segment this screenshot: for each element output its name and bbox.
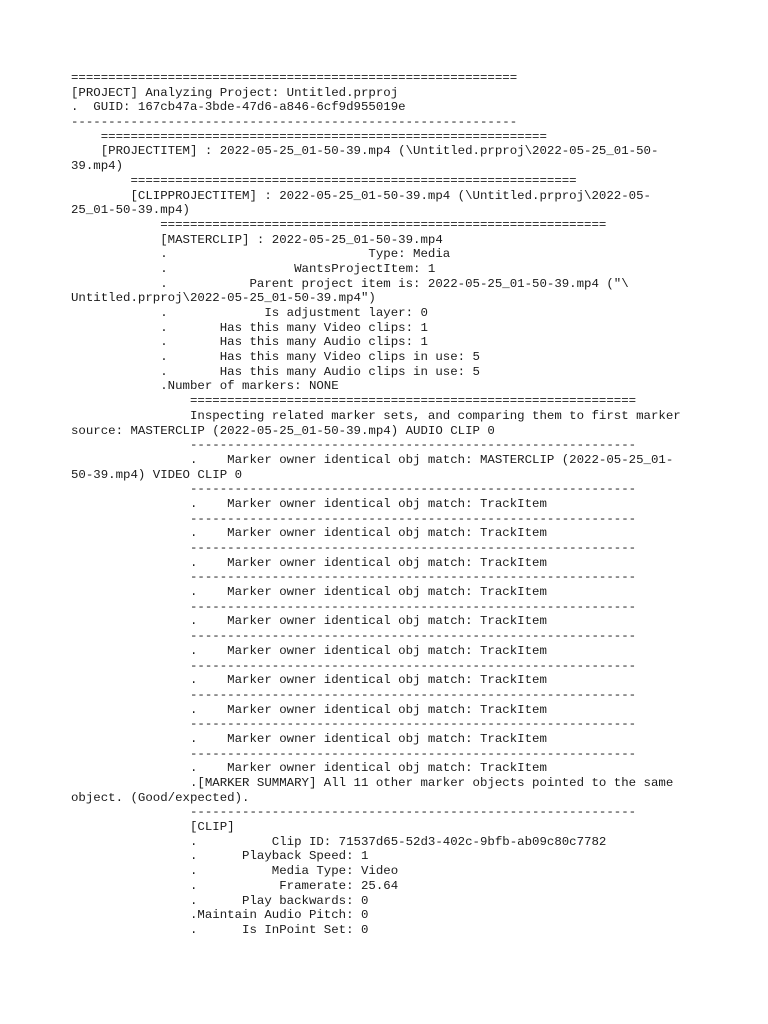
log-line: ------------------------------------------------------------ xyxy=(71,805,637,820)
log-line: Untitled.prproj\2022-05-25_01-50-39.mp4") xyxy=(71,291,376,306)
log-line: . Marker owner identical obj match: TrackItem xyxy=(71,614,547,629)
log-line: ------------------------------------------------------------ xyxy=(71,746,637,761)
log-line: . Marker owner identical obj match: TrackItem xyxy=(71,643,547,658)
log-line: . GUID: 167cb47a-3bde-47d6-a846-6cf9d955019e xyxy=(71,100,406,115)
log-line: . Play backwards: 0 xyxy=(71,893,369,908)
log-line: . Parent project item is: 2022-05-25_01-50-39.mp4 ("\ xyxy=(71,276,629,291)
log-line: ------------------------------------------------------------ xyxy=(71,687,637,702)
log-line: ------------------------------------------------------------ xyxy=(71,482,637,497)
log-line: . Playback Speed: 1 xyxy=(71,849,369,864)
log-line: 25_01-50-39.mp4) xyxy=(71,203,190,218)
log-line: . Marker owner identical obj match: TrackItem xyxy=(71,702,547,717)
log-line: source: MASTERCLIP (2022-05-25_01-50-39.mp4) AUDIO CLIP 0 xyxy=(71,423,495,438)
log-line: ============================================================ xyxy=(71,394,637,409)
log-line: . Marker owner identical obj match: TrackItem xyxy=(71,496,547,511)
log-line: ============================================================ xyxy=(71,173,577,188)
log-line: [CLIP] xyxy=(71,820,235,835)
log-line: ------------------------------------------------------------ xyxy=(71,629,637,644)
log-line: ============================================================ xyxy=(71,129,547,144)
log-line: . WantsProjectItem: 1 xyxy=(71,261,436,276)
log-line: ------------------------------------------------------------ xyxy=(71,511,637,526)
log-line: object. (Good/expected). xyxy=(71,790,250,805)
log-line: . Has this many Video clips in use: 5 xyxy=(71,350,480,365)
log-line: . Marker owner identical obj match: TrackItem xyxy=(71,526,547,541)
log-line: [PROJECTITEM] : 2022-05-25_01-50-39.mp4 (\Untitled.prproj\2022-05-25_01-50- xyxy=(71,144,659,159)
log-line: Inspecting related marker sets, and comparing them to first marker xyxy=(71,408,681,423)
log-line: . Marker owner identical obj match: TrackItem xyxy=(71,673,547,688)
log-line: . Has this many Audio clips: 1 xyxy=(71,335,428,350)
log-line: . Media Type: Video xyxy=(71,864,399,879)
log-line: .Maintain Audio Pitch: 0 xyxy=(71,908,369,923)
log-line: ============================================================ xyxy=(71,217,607,232)
log-line: . Has this many Audio clips in use: 5 xyxy=(71,364,480,379)
log-line: ------------------------------------------------------------ xyxy=(71,570,637,585)
log-line: 39.mp4) xyxy=(71,159,124,174)
log-line: . Marker owner identical obj match: MASTERCLIP (2022-05-25_01- xyxy=(71,452,674,467)
log-line: ------------------------------------------------------------ xyxy=(71,541,637,555)
log-line: . Marker owner identical obj match: TrackItem xyxy=(71,555,547,570)
log-line: ------------------------------------------------------------ xyxy=(71,717,637,732)
log-line: .Number of markers: NONE xyxy=(71,379,339,394)
log-line: [PROJECT] Analyzing Project: Untitled.prproj xyxy=(71,85,399,100)
log-line: ------------------------------------------------------------ xyxy=(71,599,637,614)
log-line: . Is adjustment layer: 0 xyxy=(71,306,428,320)
log-line: . Type: Media xyxy=(71,247,451,262)
log-line: [CLIPPROJECTITEM] : 2022-05-25_01-50-39.mp4 (\Untitled.prproj\2022-05- xyxy=(71,188,651,203)
log-line: . Marker owner identical obj match: TrackItem xyxy=(71,585,547,600)
log-line: . Clip ID: 71537d65-52d3-402c-9bfb-ab09c80c7782 xyxy=(71,834,607,849)
log-line: . Marker owner identical obj match: TrackItem xyxy=(71,731,547,746)
log-line: ------------------------------------------------------------ xyxy=(71,658,637,673)
log-line: ============================================================ xyxy=(71,71,518,85)
log-line: 50-39.mp4) VIDEO CLIP 0 xyxy=(71,467,243,482)
log-line: .[MARKER SUMMARY] All 11 other marker objects pointed to the same xyxy=(71,776,674,790)
log-line: [MASTERCLIP] : 2022-05-25_01-50-39.mp4 xyxy=(71,232,443,247)
log-line: . Framerate: 25.64 xyxy=(71,878,399,893)
log-line: . Is InPoint Set: 0 xyxy=(71,922,369,937)
log-line: ------------------------------------------------------------ xyxy=(71,115,518,130)
log-line: . Marker owner identical obj match: TrackItem xyxy=(71,761,547,776)
log-text-block xyxy=(71,71,691,938)
log-line: . Has this many Video clips: 1 xyxy=(71,320,428,335)
log-line: ------------------------------------------------------------ xyxy=(71,438,637,453)
